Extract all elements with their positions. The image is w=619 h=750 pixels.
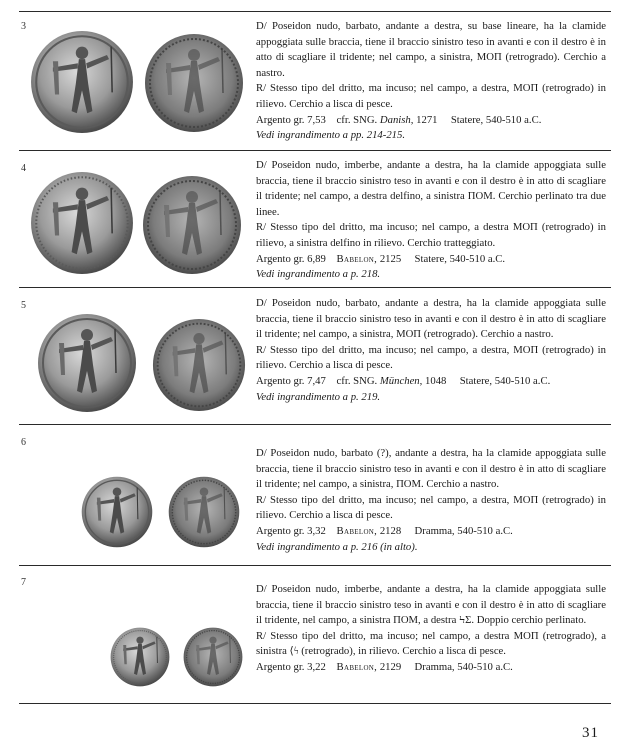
denomination: Dramma, 540-510 a.C. (414, 660, 513, 673)
metal-weight: Argento gr. 3,22 (256, 660, 326, 673)
reverse-description: R/ Stesso tipo del dritto, ma incuso; nel campo, a destra, ΜΟΠ (retrogrado) in rilievo. Cerchio a lisca di pesce. (256, 493, 606, 522)
obverse-description: D/ Poseidon nudo, imberbe, andante a destra, ha la clamide appoggiata sulle braccia, tiene il braccio sinistro teso in avanti e con il destro è in atto di scagliare il tridente; nel campo, a destra delfino, a sinistra ΠΟΜ. Cerchio perlinato tra due linee. (256, 159, 606, 218)
entry-number: 3 (21, 21, 26, 32)
enlargement-note: Vedi ingrandimento a p. 219. (256, 390, 381, 403)
entry-number: 4 (21, 163, 26, 174)
reference-name: Babelon, (336, 524, 378, 537)
reference-name: Danish, (379, 113, 414, 126)
obverse-description: D/ Poseidon nudo, imberbe, andante a destra, ha la clamide appoggiata sulle braccia, tiene il braccio sinistro teso in avanti e con il destro è in atto di scagliare il tridente, nel campo, a sinistra ΠΟΜ, a destra ϞΣ. Doppio cerchio perlinato. (256, 583, 606, 627)
entry-description (256, 446, 606, 555)
divider (19, 11, 611, 12)
reverse-description: R/ Stesso tipo del dritto, ma incuso; nel campo, a destra, ΜΟΠ (retrogrado) in rilievo. Cerchio a lisca di pesce. (256, 343, 606, 372)
denomination: Dramma, 540-510 a.C. (414, 524, 513, 537)
reference-prefix: cfr. SNG. (336, 374, 378, 387)
coin-metadata (256, 374, 606, 390)
coin-metadata (256, 252, 606, 268)
coin-reverse-image (142, 175, 242, 275)
enlargement-note: Vedi ingrandimento a p. 216 (in alto). (256, 540, 418, 553)
reverse-description: R/ Stesso tipo del dritto, ma incuso; nel campo, a destra ΜΟΠ (retrogrado), a sinistra ⟨ϟ (retrogrado), in rilievo. Cerchio a lisca di pesce. (256, 629, 606, 658)
metal-weight: Argento gr. 7,47 (256, 374, 326, 387)
reference-number: 1048 (425, 374, 447, 387)
coin-reverse-image (168, 476, 240, 548)
divider (19, 424, 611, 425)
metal-weight: Argento gr. 7,53 (256, 113, 326, 126)
coin-obverse-image (81, 476, 153, 548)
entry-description (256, 19, 606, 144)
metal-weight: Argento gr. 6,89 (256, 252, 326, 265)
reference-name: München, (379, 374, 423, 387)
divider (19, 287, 611, 288)
reference-number: 1271 (416, 113, 438, 126)
entry-description (256, 296, 606, 405)
entry-description (256, 158, 606, 283)
coin-reverse-image (152, 318, 246, 412)
entry-number: 6 (21, 437, 26, 448)
denomination: Statere, 540-510 a.C. (459, 374, 551, 387)
reference-number: 2125 (379, 252, 402, 265)
denomination: Statere, 540-510 a.C. (414, 252, 506, 265)
denomination: Statere, 540-510 a.C. (450, 113, 542, 126)
obverse-description: D/ Poseidon nudo, barbato (?), andante a destra, ha la clamide appoggiata sulle braccia, tiene il braccio sinistro teso in avanti e con il destro è in atto di scagliare il tridente; nel campo, a sinistra, ΠΟΜ. Cerchio a nastro. (256, 447, 606, 491)
coin-obverse-image (30, 30, 134, 134)
reverse-description: R/ Stesso tipo del dritto, ma incuso; nel campo, a destra ΜΟΠ (retrogrado) in rilievo, a sinistra delfino in rilievo. Cerchio tratteggiato. (256, 221, 606, 249)
entry-description (256, 582, 606, 676)
enlargement-note: Vedi ingrandimento a pp. 214-215. (256, 129, 406, 142)
coin-metadata (256, 113, 606, 129)
divider (19, 565, 611, 566)
reference-name: Babelon, (336, 660, 378, 673)
enlargement-note: Vedi ingrandimento a p. 218. (256, 268, 381, 281)
coin-obverse-image (110, 627, 170, 687)
divider (19, 150, 611, 151)
coin-metadata (256, 660, 606, 676)
coin-reverse-image (144, 33, 244, 133)
obverse-description: D/ Poseidon nudo, barbato, andante a destra, ha la clamide appoggiata sulle braccia, tiene il braccio sinistro teso in avanti e con il destro è in atto di scagliare il tridente; nel campo, a sinistra, ΜΟΠ (retrogrado). Cerchio a nastro. (256, 297, 606, 341)
page-number: 31 (582, 725, 599, 741)
reference-number: 2129 (379, 660, 402, 673)
reference-prefix: cfr. SNG. (336, 113, 378, 126)
entry-number: 5 (21, 300, 26, 311)
reverse-description: R/ Stesso tipo del dritto, ma incuso; nel campo, a destra, ΜΟΠ (retrogrado) in rilievo. Cerchio a lisca di pesce. (256, 82, 606, 110)
obverse-description: D/ Poseidon nudo, barbato, andante a destra, su base lineare, ha la clamide appoggiata sulle braccia, tiene il braccio sinistro teso in avanti e con il destro è in atto di scagliare il tridente; nel campo, a sinistra, ΜΟΠ (retrogrado). Cerchio a nastro. (256, 20, 606, 79)
coin-metadata (256, 524, 606, 540)
coin-obverse-image (30, 171, 134, 275)
reference-name: Babelon, (336, 252, 378, 265)
metal-weight: Argento gr. 3,32 (256, 524, 326, 537)
entry-number: 7 (21, 577, 26, 588)
divider (19, 703, 611, 704)
coin-reverse-image (183, 627, 243, 687)
coin-obverse-image (37, 313, 137, 413)
reference-number: 2128 (379, 524, 402, 537)
